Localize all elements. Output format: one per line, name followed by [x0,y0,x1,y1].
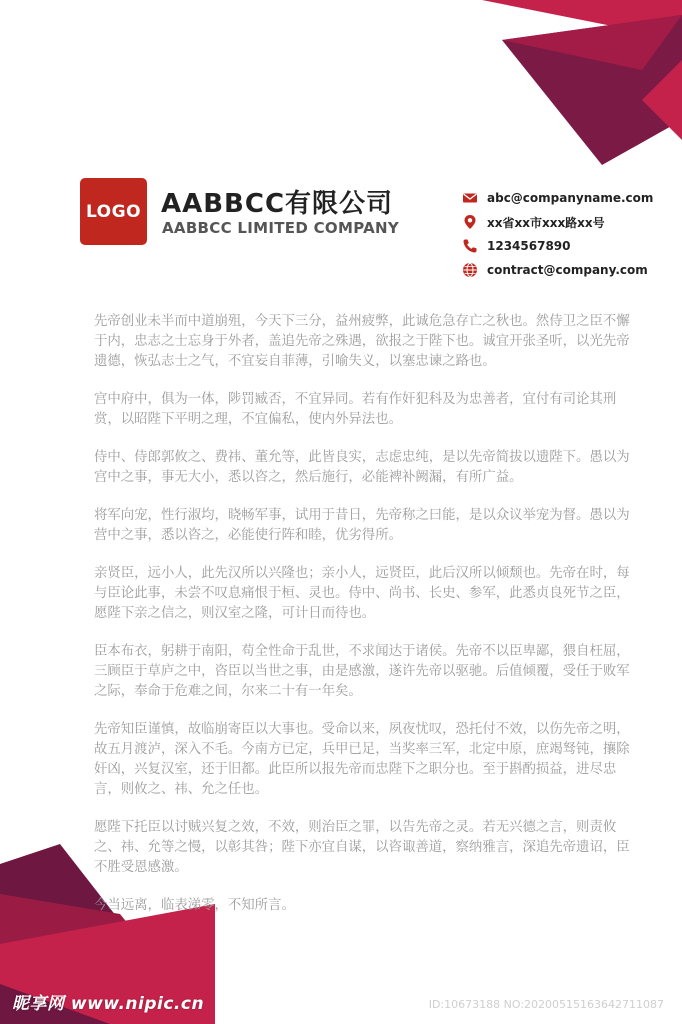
contact-phone-text: 1234567890 [487,239,571,253]
location-pin-icon [462,214,478,230]
paragraph: 亲贤臣，远小人，此先汉所以兴隆也；亲小人，远贤臣，此后汉所以倾颓也。先帝在时，每与臣论此事，未尝不叹息痛恨于桓、灵也。侍中、尚书、长史、参军，此悉贞良死节之臣，愿陛下亲之信之，则汉室之隆，可计日而待也。 [94,566,630,621]
paragraph: 先帝创业未半而中道崩殂，今天下三分，益州疲弊，此诚危急存亡之秋也。然侍卫之臣不懈于内，忠志之士忘身于外者，盖追先帝之殊遇，欲报之于陛下也。诚宜开张圣听，以光先帝遗德，恢弘志士之气，不宜妄自菲薄，引喻失义，以塞忠谏之路也。 [94,314,630,369]
phone-icon [462,238,478,254]
contact-email-text: abc@companyname.com [487,191,654,205]
paragraph: 今当远离，临表涕零，不知所言。 [94,898,295,913]
logo-text: LOGO [85,201,142,222]
mail-icon [462,190,478,206]
paragraph: 愿陛下托臣以讨贼兴复之效，不效，则治臣之罪，以告先帝之灵。若无兴德之言，则责攸之、祎、允等之慢，以彰其咎；陛下亦宜自谋，以咨诹善道，察纳雅言，深追先帝遗诏，臣不胜受恩感激。 [94,820,630,875]
globe-icon [462,262,478,278]
watermark-id: ID:10673188 NO:20200515163642711087 [428,998,664,1011]
company-name-english: AABBCC LIMITED COMPANY [162,219,400,237]
contact-phone [462,234,653,258]
contact-web [462,258,653,282]
watermark-site: 昵享网 www.nipic.cn [12,994,205,1014]
paragraph: 先帝知臣谨慎，故临崩寄臣以大事也。受命以来，夙夜忧叹，恐托付不效，以伤先帝之明，故五月渡泸，深入不毛。今南方已定，兵甲已足，当奖率三军，北定中原，庶竭驽钝，攘除奸凶，兴复汉室，还于旧都。此臣所以报先帝而忠陛下之职分也。至于斟酌损益，进尽忠言，则攸之、祎、允之任也。 [94,722,630,797]
contact-email [462,186,653,210]
paragraph: 宫中府中，俱为一体，陟罚臧否，不宜异同。若有作奸犯科及为忠善者，宜付有司论其刑赏，以昭陛下平明之理，不宜偏私，使内外异法也。 [94,392,617,427]
logo [80,178,147,245]
letter-body [94,312,634,934]
paragraph: 侍中、侍郎郭攸之、费祎、董允等，此皆良实，志虑忠纯，是以先帝简拔以遗陛下。愚以为宫中之事，事无大小，悉以咨之，然后施行，必能裨补阙漏，有所广益。 [94,450,630,485]
paragraph: 将军向宠，性行淑均，晓畅军事，试用于昔日，先帝称之曰能，是以众议举宠为督。愚以为营中之事，悉以咨之，必能使行阵和睦，优劣得所。 [94,508,630,543]
contact-address-text: xx省xx市xxx路xx号 [487,215,605,230]
contact-web-text: contract@company.com [487,263,648,277]
contact-address [462,210,653,234]
top-right-decoration [482,0,682,170]
paragraph: 臣本布衣，躬耕于南阳，苟全性命于乱世，不求闻达于诸侯。先帝不以臣卑鄙，猥自枉屈，三顾臣于草庐之中，咨臣以当世之事，由是感激，遂许先帝以驱驰。后值倾覆，受任于败军之际，奉命于危难之间，尔来二十有一年矣。 [94,644,630,699]
company-name: AABBCC有限公司 [161,189,394,219]
contact-list [462,186,653,282]
